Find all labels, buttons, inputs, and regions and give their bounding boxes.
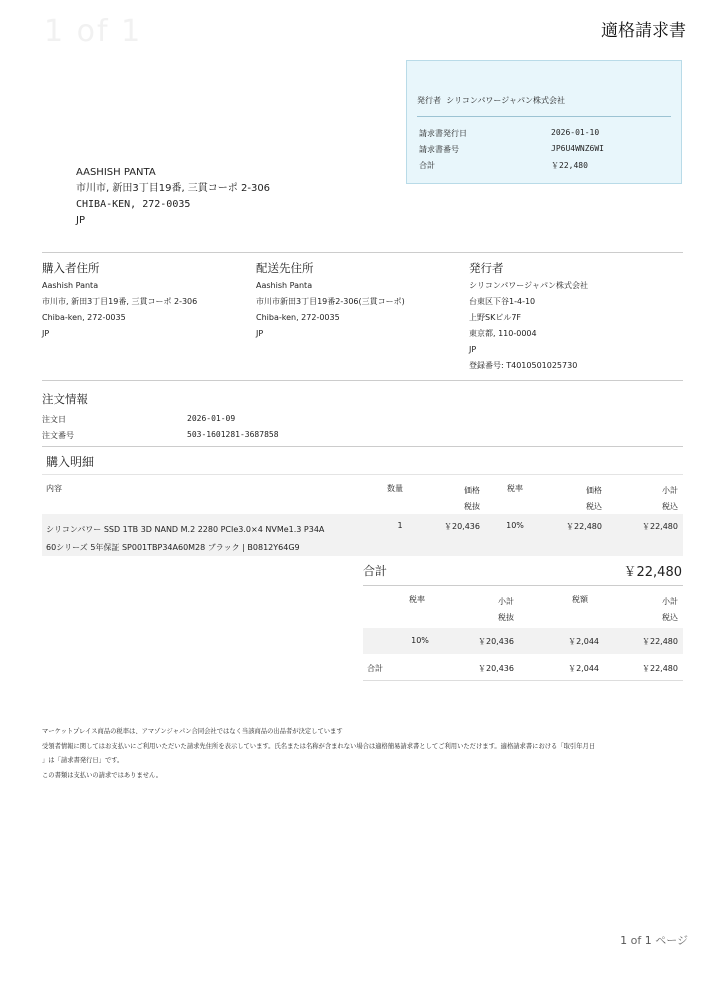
ship-city: Chiba-ken, 272-0035 [256,313,340,322]
issuer-building: 上野SKビル7F [469,313,522,322]
totals-header-sub-ex-a: 小計 [498,597,514,606]
details-title: 購入明細 [46,455,95,469]
buyer-address-title: 購入者住所 [42,261,100,275]
totals-header-rate: 税率 [409,595,425,604]
page-current: 1 [620,934,628,947]
footnotes [42,725,692,783]
recipient-street: 市川市, 新田3丁目19番, 三貫コーポ 2-306 [76,183,271,194]
col-header-content: 内容 [46,484,62,493]
buyer-city: Chiba-ken, 272-0035 [42,313,126,322]
recipient-country: JP [76,215,85,226]
footnote-3: 」は「請求書発行日」です。 [42,757,124,764]
order-info-title: 注文情報 [42,392,88,406]
totals-header-sub-ex-b: 税抜 [498,613,514,622]
item-subtotal: ￥22,480 [642,522,678,531]
divider [42,380,683,381]
divider [42,252,683,253]
issuer-registration: 登録番号: T4010501025730 [469,361,578,370]
ship-street: 市川市新田3丁目19番2-306(三貫コーポ) [256,297,405,306]
col-header-price-ex [440,483,480,515]
item-description [46,521,376,557]
totals-sum-sub-ex: ￥20,436 [478,664,514,673]
item-price-ex: ￥20,436 [444,522,480,531]
totals-header-tax: 税額 [572,595,588,604]
col-header-price-in [562,483,602,515]
grand-total-label: 合計 [363,564,388,578]
item-price-in: ￥22,480 [566,522,602,531]
buyer-country: JP [42,329,50,338]
divider [363,680,683,681]
shipping-address-lines [256,278,456,342]
order-number-value: 503-1601281-3687858 [187,430,279,439]
page-of: of [630,934,642,947]
col-header-price-ex-a: 価格 [464,486,480,495]
ship-country: JP [256,329,264,338]
issuer-address-title: 発行者 [469,261,504,275]
table-row [42,514,683,556]
infobox-label-issue-date: 請求書発行日 [419,129,467,138]
infobox-issuer [417,95,565,106]
infobox-issuer-name: シリコンパワージャパン株式会社 [446,96,566,105]
col-header-price-ex-b: 税抜 [464,502,480,511]
footnote-1: マーケットプレイス商品の税率は、アマゾンジャパン合同会社ではなく当該商品の出品者が決定しています [42,728,343,735]
col-header-qty: 数量 [387,484,403,493]
totals-header-sub-in-b: 税込 [662,613,678,622]
shipping-address [256,260,456,342]
order-date-label: 注文日 [42,415,66,424]
totals-header-sub-in [638,594,678,626]
infobox-value-total: ￥22,480 [551,161,588,170]
page-total: 1 [644,934,652,947]
totals-sum-tax: ￥2,044 [568,664,599,673]
divider [42,474,683,475]
totals-row-tax: ￥2,044 [568,637,599,646]
invoice-summary-box [406,60,682,184]
shipping-address-title: 配送先住所 [256,261,314,275]
totals-header-sub-ex [474,594,514,626]
infobox-divider [417,116,671,117]
totals-sum-sub-in: ￥22,480 [642,664,678,673]
divider [363,585,683,586]
grand-total-amount: ￥22,480 [623,565,682,580]
totals-sum-label: 合計 [367,664,383,673]
infobox-label-total: 合計 [419,161,435,170]
item-tax-rate: 10% [506,521,524,530]
totals-row-sub-ex: ￥20,436 [478,637,514,646]
col-header-subtotal-a: 小計 [662,486,678,495]
totals-header-sub-in-a: 小計 [662,597,678,606]
item-description-line1: シリコンパワー SSD 1TB 3D NAND M.2 2280 PCIe3.0×4 NVMe1.3 P34A [46,525,325,534]
table-row [363,628,683,654]
page-suffix: ページ [655,934,688,947]
order-number-label: 注文番号 [42,431,74,440]
col-header-price-in-b: 税込 [586,502,602,511]
issuer-country: JP [469,345,477,354]
issuer-name: シリコンパワージャパン株式会社 [469,281,588,290]
footnote-2: 受領者情報に関してはお支払いにご利用いただいた請求先住所を表示しています。氏名または名称が含まれない場合は適格簡易請求書としてご利用いただけます。適格請求書における「取引年月日 [42,742,596,750]
issuer-address-lines [469,278,679,374]
issuer-city: 東京都, 110-0004 [469,329,537,338]
col-header-tax-rate: 税率 [507,484,523,493]
infobox-value-invoice-number: JP6U4WNZ6WI [551,144,604,153]
document-title: 適格請求書 [601,21,686,41]
col-header-price-in-a: 価格 [586,486,602,495]
totals-row-sub-in: ￥22,480 [642,637,678,646]
recipient-name: AASHISH PANTA [76,167,156,178]
divider [42,446,683,447]
page-indicator [620,932,688,948]
recipient-city: CHIBA-KEN, 272-0035 [76,199,191,210]
order-date-value: 2026-01-09 [187,414,236,423]
footnote-4: この書類は支払いの請求ではありません。 [42,771,163,779]
page-watermark: 1 of 1 [44,14,143,49]
buyer-name: Aashish Panta [42,281,99,290]
totals-row-rate: 10% [411,636,429,645]
buyer-address [42,260,242,342]
recipient-address [76,165,270,229]
issuer-street: 台東区下谷1-4-10 [469,297,536,306]
col-header-subtotal-b: 税込 [662,502,678,511]
item-qty: 1 [397,521,403,530]
buyer-address-lines [42,278,242,342]
ship-name: Aashish Panta [256,281,313,290]
col-header-subtotal [638,483,678,515]
item-description-line2: 60シリーズ 5年保証 SP001TBP34A60M28 ブラック | B0812Y64G9 [46,543,300,552]
infobox-issuer-label: 発行者 [417,96,441,105]
issuer-address [469,260,679,374]
infobox-value-issue-date: 2026-01-10 [551,128,600,137]
infobox-label-invoice-number: 請求書番号 [419,145,459,154]
buyer-street: 市川市, 新田3丁目19番, 三貫コーポ 2-306 [42,297,198,306]
